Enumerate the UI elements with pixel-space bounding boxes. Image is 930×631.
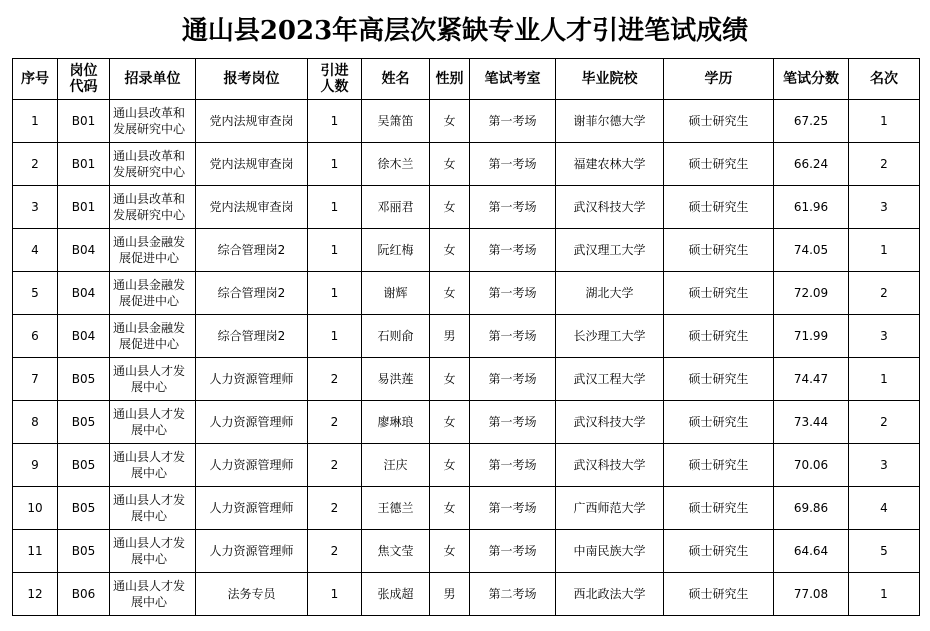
cell-quota: 2 — [308, 401, 362, 444]
cell-room: 第一考场 — [470, 186, 556, 229]
cell-unit — [110, 229, 196, 272]
cell-post: 党内法规审查岗 — [196, 100, 308, 143]
cell-unit-text: 通山县人才发展中心 — [112, 364, 185, 394]
cell-unit — [110, 573, 196, 616]
cell-unit-text: 通山县人才发展中心 — [112, 407, 185, 437]
cell-rank: 4 — [849, 487, 920, 530]
cell-room: 第一考场 — [470, 229, 556, 272]
header-rank: 名次 — [849, 59, 920, 100]
cell-unit-text: 通山县人才发展中心 — [112, 579, 185, 609]
cell-room: 第一考场 — [470, 487, 556, 530]
cell-seq: 4 — [13, 229, 58, 272]
cell-name: 邓丽君 — [362, 186, 430, 229]
cell-degree: 硕士研究生 — [664, 358, 774, 401]
cell-score: 74.47 — [774, 358, 849, 401]
cell-seq: 10 — [13, 487, 58, 530]
header-room: 笔试考室 — [470, 59, 556, 100]
cell-rank: 3 — [849, 444, 920, 487]
table-row — [13, 444, 920, 487]
cell-quota: 2 — [308, 530, 362, 573]
cell-unit — [110, 272, 196, 315]
cell-code: B05 — [58, 530, 110, 573]
cell-rank: 2 — [849, 272, 920, 315]
cell-gender: 女 — [430, 186, 470, 229]
cell-school: 武汉科技大学 — [556, 444, 664, 487]
cell-score: 67.25 — [774, 100, 849, 143]
cell-code: B05 — [58, 358, 110, 401]
cell-degree: 硕士研究生 — [664, 315, 774, 358]
cell-school: 福建农林大学 — [556, 143, 664, 186]
header-post: 报考岗位 — [196, 59, 308, 100]
cell-unit-text: 通山县人才发展中心 — [112, 536, 185, 566]
cell-quota: 2 — [308, 444, 362, 487]
cell-quota: 1 — [308, 186, 362, 229]
cell-unit — [110, 358, 196, 401]
cell-room: 第二考场 — [470, 573, 556, 616]
cell-rank: 2 — [849, 401, 920, 444]
table-row — [13, 272, 920, 315]
cell-school: 西北政法大学 — [556, 573, 664, 616]
cell-unit-text: 通山县金融发展促进中心 — [112, 321, 185, 351]
cell-unit — [110, 315, 196, 358]
cell-code: B01 — [58, 100, 110, 143]
cell-gender: 女 — [430, 444, 470, 487]
table-row — [13, 100, 920, 143]
table-header-row — [13, 59, 920, 100]
header-score: 笔试分数 — [774, 59, 849, 100]
header-code-label: 岗位代码 — [69, 63, 98, 95]
cell-code: B06 — [58, 573, 110, 616]
cell-post: 人力资源管理师 — [196, 530, 308, 573]
cell-seq: 5 — [13, 272, 58, 315]
cell-seq: 3 — [13, 186, 58, 229]
cell-seq: 6 — [13, 315, 58, 358]
cell-school: 武汉科技大学 — [556, 186, 664, 229]
cell-degree: 硕士研究生 — [664, 272, 774, 315]
cell-score: 72.09 — [774, 272, 849, 315]
cell-rank: 1 — [849, 229, 920, 272]
cell-unit-text: 通山县人才发展中心 — [112, 493, 185, 523]
page-title: 通山县2023年高层次紧缺专业人才引进笔试成绩 — [181, 16, 749, 46]
table-row — [13, 401, 920, 444]
cell-post: 综合管理岗2 — [196, 315, 308, 358]
cell-quota: 1 — [308, 573, 362, 616]
cell-gender: 女 — [430, 100, 470, 143]
cell-name: 焦文莹 — [362, 530, 430, 573]
cell-unit-text: 通山县改革和发展研究中心 — [112, 192, 185, 222]
cell-gender: 女 — [430, 530, 470, 573]
cell-quota: 1 — [308, 100, 362, 143]
cell-seq: 1 — [13, 100, 58, 143]
cell-score: 64.64 — [774, 530, 849, 573]
cell-unit — [110, 530, 196, 573]
table-body — [13, 100, 920, 616]
cell-school: 武汉理工大学 — [556, 229, 664, 272]
cell-quota: 2 — [308, 487, 362, 530]
table-row — [13, 573, 920, 616]
header-name: 姓名 — [362, 59, 430, 100]
cell-code: B01 — [58, 143, 110, 186]
cell-unit — [110, 401, 196, 444]
cell-post: 综合管理岗2 — [196, 272, 308, 315]
cell-school: 湖北大学 — [556, 272, 664, 315]
header-quota — [308, 59, 362, 100]
cell-rank: 1 — [849, 100, 920, 143]
cell-name: 王德兰 — [362, 487, 430, 530]
cell-room: 第一考场 — [470, 143, 556, 186]
cell-gender: 男 — [430, 573, 470, 616]
header-seq: 序号 — [13, 59, 58, 100]
cell-gender: 女 — [430, 229, 470, 272]
cell-score: 69.86 — [774, 487, 849, 530]
cell-unit-text: 通山县金融发展促进中心 — [112, 278, 185, 308]
cell-code: B04 — [58, 272, 110, 315]
cell-unit — [110, 100, 196, 143]
cell-seq: 2 — [13, 143, 58, 186]
table-row — [13, 143, 920, 186]
cell-degree: 硕士研究生 — [664, 229, 774, 272]
table-row — [13, 186, 920, 229]
header-unit: 招录单位 — [110, 59, 196, 100]
cell-degree: 硕士研究生 — [664, 100, 774, 143]
cell-seq: 8 — [13, 401, 58, 444]
cell-school: 中南民族大学 — [556, 530, 664, 573]
cell-name: 汪庆 — [362, 444, 430, 487]
cell-quota: 1 — [308, 272, 362, 315]
cell-score: 70.06 — [774, 444, 849, 487]
cell-post: 法务专员 — [196, 573, 308, 616]
header-school: 毕业院校 — [556, 59, 664, 100]
cell-room: 第一考场 — [470, 358, 556, 401]
cell-score: 71.99 — [774, 315, 849, 358]
cell-rank: 5 — [849, 530, 920, 573]
cell-unit-text: 通山县改革和发展研究中心 — [112, 106, 185, 136]
cell-code: B01 — [58, 186, 110, 229]
cell-gender: 女 — [430, 487, 470, 530]
cell-gender: 女 — [430, 358, 470, 401]
cell-score: 77.08 — [774, 573, 849, 616]
cell-unit-text: 通山县人才发展中心 — [112, 450, 185, 480]
cell-degree: 硕士研究生 — [664, 143, 774, 186]
cell-quota: 1 — [308, 229, 362, 272]
scores-table — [12, 58, 920, 616]
cell-degree: 硕士研究生 — [664, 573, 774, 616]
cell-gender: 女 — [430, 143, 470, 186]
table-row — [13, 315, 920, 358]
cell-unit-text: 通山县改革和发展研究中心 — [112, 149, 185, 179]
cell-room: 第一考场 — [470, 401, 556, 444]
cell-name: 易洪莲 — [362, 358, 430, 401]
cell-gender: 女 — [430, 401, 470, 444]
cell-quota: 1 — [308, 143, 362, 186]
cell-name: 张成超 — [362, 573, 430, 616]
cell-quota: 1 — [308, 315, 362, 358]
cell-post: 人力资源管理师 — [196, 444, 308, 487]
table-row — [13, 229, 920, 272]
cell-degree: 硕士研究生 — [664, 186, 774, 229]
cell-seq: 9 — [13, 444, 58, 487]
cell-rank: 3 — [849, 186, 920, 229]
header-degree: 学历 — [664, 59, 774, 100]
cell-name: 廖琳琅 — [362, 401, 430, 444]
cell-rank: 1 — [849, 573, 920, 616]
cell-rank: 3 — [849, 315, 920, 358]
cell-name: 吴箫笛 — [362, 100, 430, 143]
cell-post: 人力资源管理师 — [196, 487, 308, 530]
header-code — [58, 59, 110, 100]
cell-school: 武汉科技大学 — [556, 401, 664, 444]
cell-name: 谢辉 — [362, 272, 430, 315]
table-row — [13, 487, 920, 530]
cell-score: 74.05 — [774, 229, 849, 272]
cell-score: 73.44 — [774, 401, 849, 444]
cell-code: B04 — [58, 229, 110, 272]
cell-unit — [110, 487, 196, 530]
cell-seq: 7 — [13, 358, 58, 401]
cell-school: 长沙理工大学 — [556, 315, 664, 358]
cell-gender: 女 — [430, 272, 470, 315]
table-row — [13, 358, 920, 401]
cell-score: 66.24 — [774, 143, 849, 186]
cell-unit — [110, 186, 196, 229]
cell-name: 徐木兰 — [362, 143, 430, 186]
cell-post: 人力资源管理师 — [196, 358, 308, 401]
cell-name: 阮红梅 — [362, 229, 430, 272]
cell-name: 石则俞 — [362, 315, 430, 358]
cell-rank: 1 — [849, 358, 920, 401]
cell-degree: 硕士研究生 — [664, 487, 774, 530]
cell-code: B05 — [58, 444, 110, 487]
cell-code: B05 — [58, 487, 110, 530]
cell-post: 人力资源管理师 — [196, 401, 308, 444]
table-row — [13, 530, 920, 573]
cell-post: 党内法规审查岗 — [196, 143, 308, 186]
cell-degree: 硕士研究生 — [664, 530, 774, 573]
cell-room: 第一考场 — [470, 530, 556, 573]
cell-unit-text: 通山县金融发展促进中心 — [112, 235, 185, 265]
cell-school: 谢菲尔德大学 — [556, 100, 664, 143]
cell-seq: 11 — [13, 530, 58, 573]
cell-post: 党内法规审查岗 — [196, 186, 308, 229]
cell-school: 武汉工程大学 — [556, 358, 664, 401]
cell-gender: 男 — [430, 315, 470, 358]
cell-code: B04 — [58, 315, 110, 358]
cell-room: 第一考场 — [470, 100, 556, 143]
cell-school: 广西师范大学 — [556, 487, 664, 530]
cell-unit — [110, 444, 196, 487]
cell-post: 综合管理岗2 — [196, 229, 308, 272]
cell-code: B05 — [58, 401, 110, 444]
cell-degree: 硕士研究生 — [664, 444, 774, 487]
cell-rank: 2 — [849, 143, 920, 186]
cell-score: 61.96 — [774, 186, 849, 229]
cell-room: 第一考场 — [470, 315, 556, 358]
cell-seq: 12 — [13, 573, 58, 616]
cell-room: 第一考场 — [470, 444, 556, 487]
header-gender: 性别 — [430, 59, 470, 100]
cell-unit — [110, 143, 196, 186]
cell-room: 第一考场 — [470, 272, 556, 315]
cell-quota: 2 — [308, 358, 362, 401]
header-quota-label: 引进人数 — [320, 63, 349, 95]
cell-degree: 硕士研究生 — [664, 401, 774, 444]
